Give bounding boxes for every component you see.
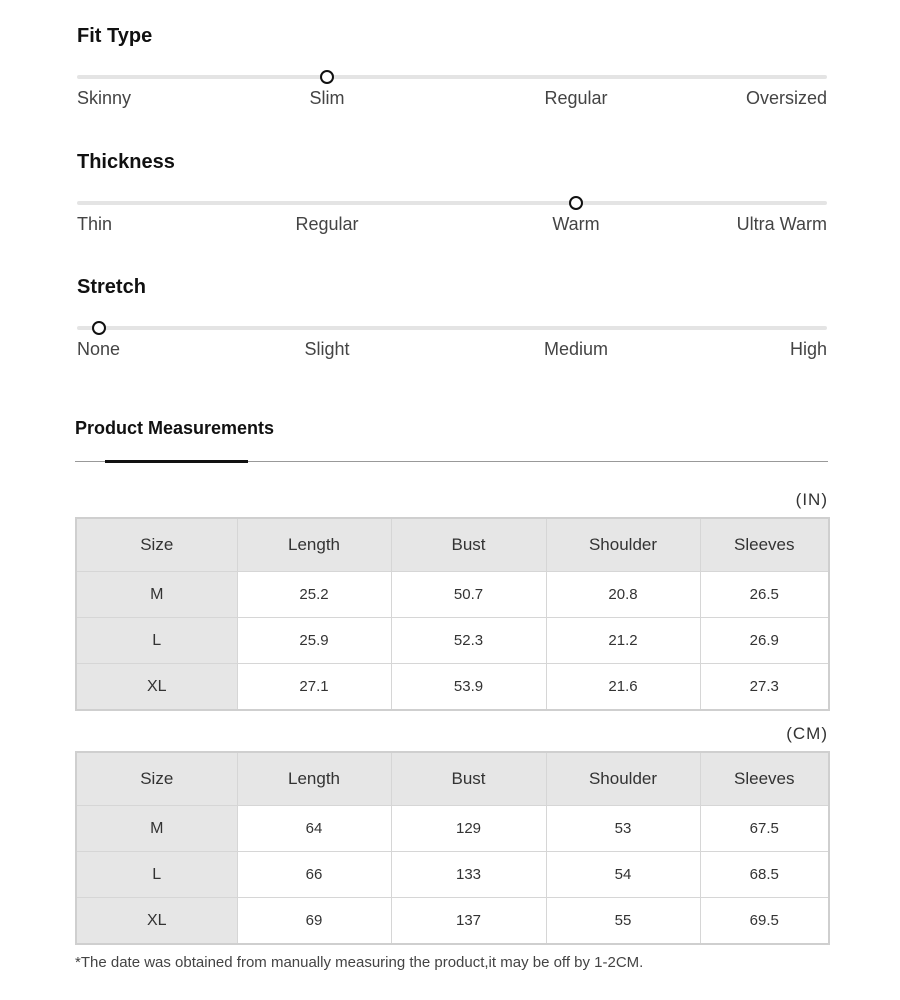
measurement-note: *The date was obtained from manually measuring the product,it may be off by 1-2CM. (75, 954, 644, 971)
column-header: Shoulder (546, 518, 700, 572)
slider-label: High (789, 339, 827, 359)
table-row (76, 898, 829, 945)
table-cell: 52.3 (391, 618, 546, 664)
slider-track (77, 201, 827, 205)
stretch-slider[interactable] (77, 321, 827, 335)
table-cell: 27.1 (237, 664, 391, 711)
slider-knob[interactable] (320, 70, 334, 84)
slider-labels (77, 339, 827, 363)
attribute-stretch (77, 275, 827, 363)
table-cell: 25.9 (237, 618, 391, 664)
table-cell: 69.5 (700, 898, 829, 945)
slider-label: Medium (543, 339, 609, 359)
table-cell: 54 (546, 852, 700, 898)
slider-label: Oversized (745, 88, 827, 108)
table-cell: 53 (546, 806, 700, 852)
table-cell: 66 (237, 852, 391, 898)
size-cell: L (76, 852, 237, 898)
size-cell: XL (76, 664, 237, 711)
table-row (76, 852, 829, 898)
fit-type-slider[interactable] (77, 70, 827, 84)
tab-indicator (105, 460, 248, 463)
size-cell: M (76, 806, 237, 852)
table-cell: 20.8 (546, 572, 700, 618)
slider-label: Skinny (77, 88, 132, 108)
table-cell: 137 (391, 898, 546, 945)
table-cell: 67.5 (700, 806, 829, 852)
column-header: Size (76, 518, 237, 572)
table-cell: 27.3 (700, 664, 829, 711)
table-row (76, 618, 829, 664)
attribute-title: Fit Type (77, 25, 153, 47)
table-cell: 26.5 (700, 572, 829, 618)
column-header: Sleeves (700, 752, 829, 806)
column-header: Length (237, 518, 391, 572)
attribute-title: Thickness (77, 151, 175, 173)
table-cell: 21.6 (546, 664, 700, 711)
attribute-fit-type (77, 24, 827, 112)
slider-labels (77, 88, 827, 112)
slider-knob[interactable] (569, 196, 583, 210)
slider-knob[interactable] (92, 321, 106, 335)
size-cell: L (76, 618, 237, 664)
attribute-title: Stretch (77, 276, 146, 298)
table-cell: 68.5 (700, 852, 829, 898)
table-cell: 21.2 (546, 618, 700, 664)
column-header: Length (237, 752, 391, 806)
size-cell: XL (76, 898, 237, 945)
table-header-row (76, 518, 829, 572)
table-cell: 25.2 (237, 572, 391, 618)
unit-label: (IN) (795, 490, 828, 509)
table-cell: 26.9 (700, 618, 829, 664)
table-cell: 50.7 (391, 572, 546, 618)
slider-track (77, 326, 827, 330)
slider-label: Slight (304, 339, 350, 359)
slider-label: Ultra Warm (736, 214, 827, 234)
table-row (76, 806, 829, 852)
table-cell: 133 (391, 852, 546, 898)
table-cell: 69 (237, 898, 391, 945)
table-cell: 53.9 (391, 664, 546, 711)
slider-label: Warm (552, 214, 600, 234)
slider-track (77, 75, 827, 79)
attribute-thickness (77, 150, 827, 238)
section-title: Product Measurements (75, 418, 275, 438)
table-header-row (76, 752, 829, 806)
column-header: Bust (391, 752, 546, 806)
slider-label: None (77, 339, 121, 359)
slider-label: Slim (309, 88, 345, 108)
table-cell: 55 (546, 898, 700, 945)
measurements-table-cm (75, 751, 830, 945)
unit-label: (CM) (786, 724, 828, 743)
slider-label: Regular (544, 88, 608, 108)
size-cell: M (76, 572, 237, 618)
measurements-table-in (75, 517, 830, 711)
column-header: Shoulder (546, 752, 700, 806)
thickness-slider[interactable] (77, 196, 827, 210)
slider-labels (77, 214, 827, 238)
slider-label: Regular (295, 214, 359, 234)
table-row (76, 572, 829, 618)
slider-label: Thin (77, 214, 113, 234)
column-header: Sleeves (700, 518, 829, 572)
table-cell: 64 (237, 806, 391, 852)
column-header: Size (76, 752, 237, 806)
column-header: Bust (391, 518, 546, 572)
table-cell: 129 (391, 806, 546, 852)
table-row (76, 664, 829, 711)
